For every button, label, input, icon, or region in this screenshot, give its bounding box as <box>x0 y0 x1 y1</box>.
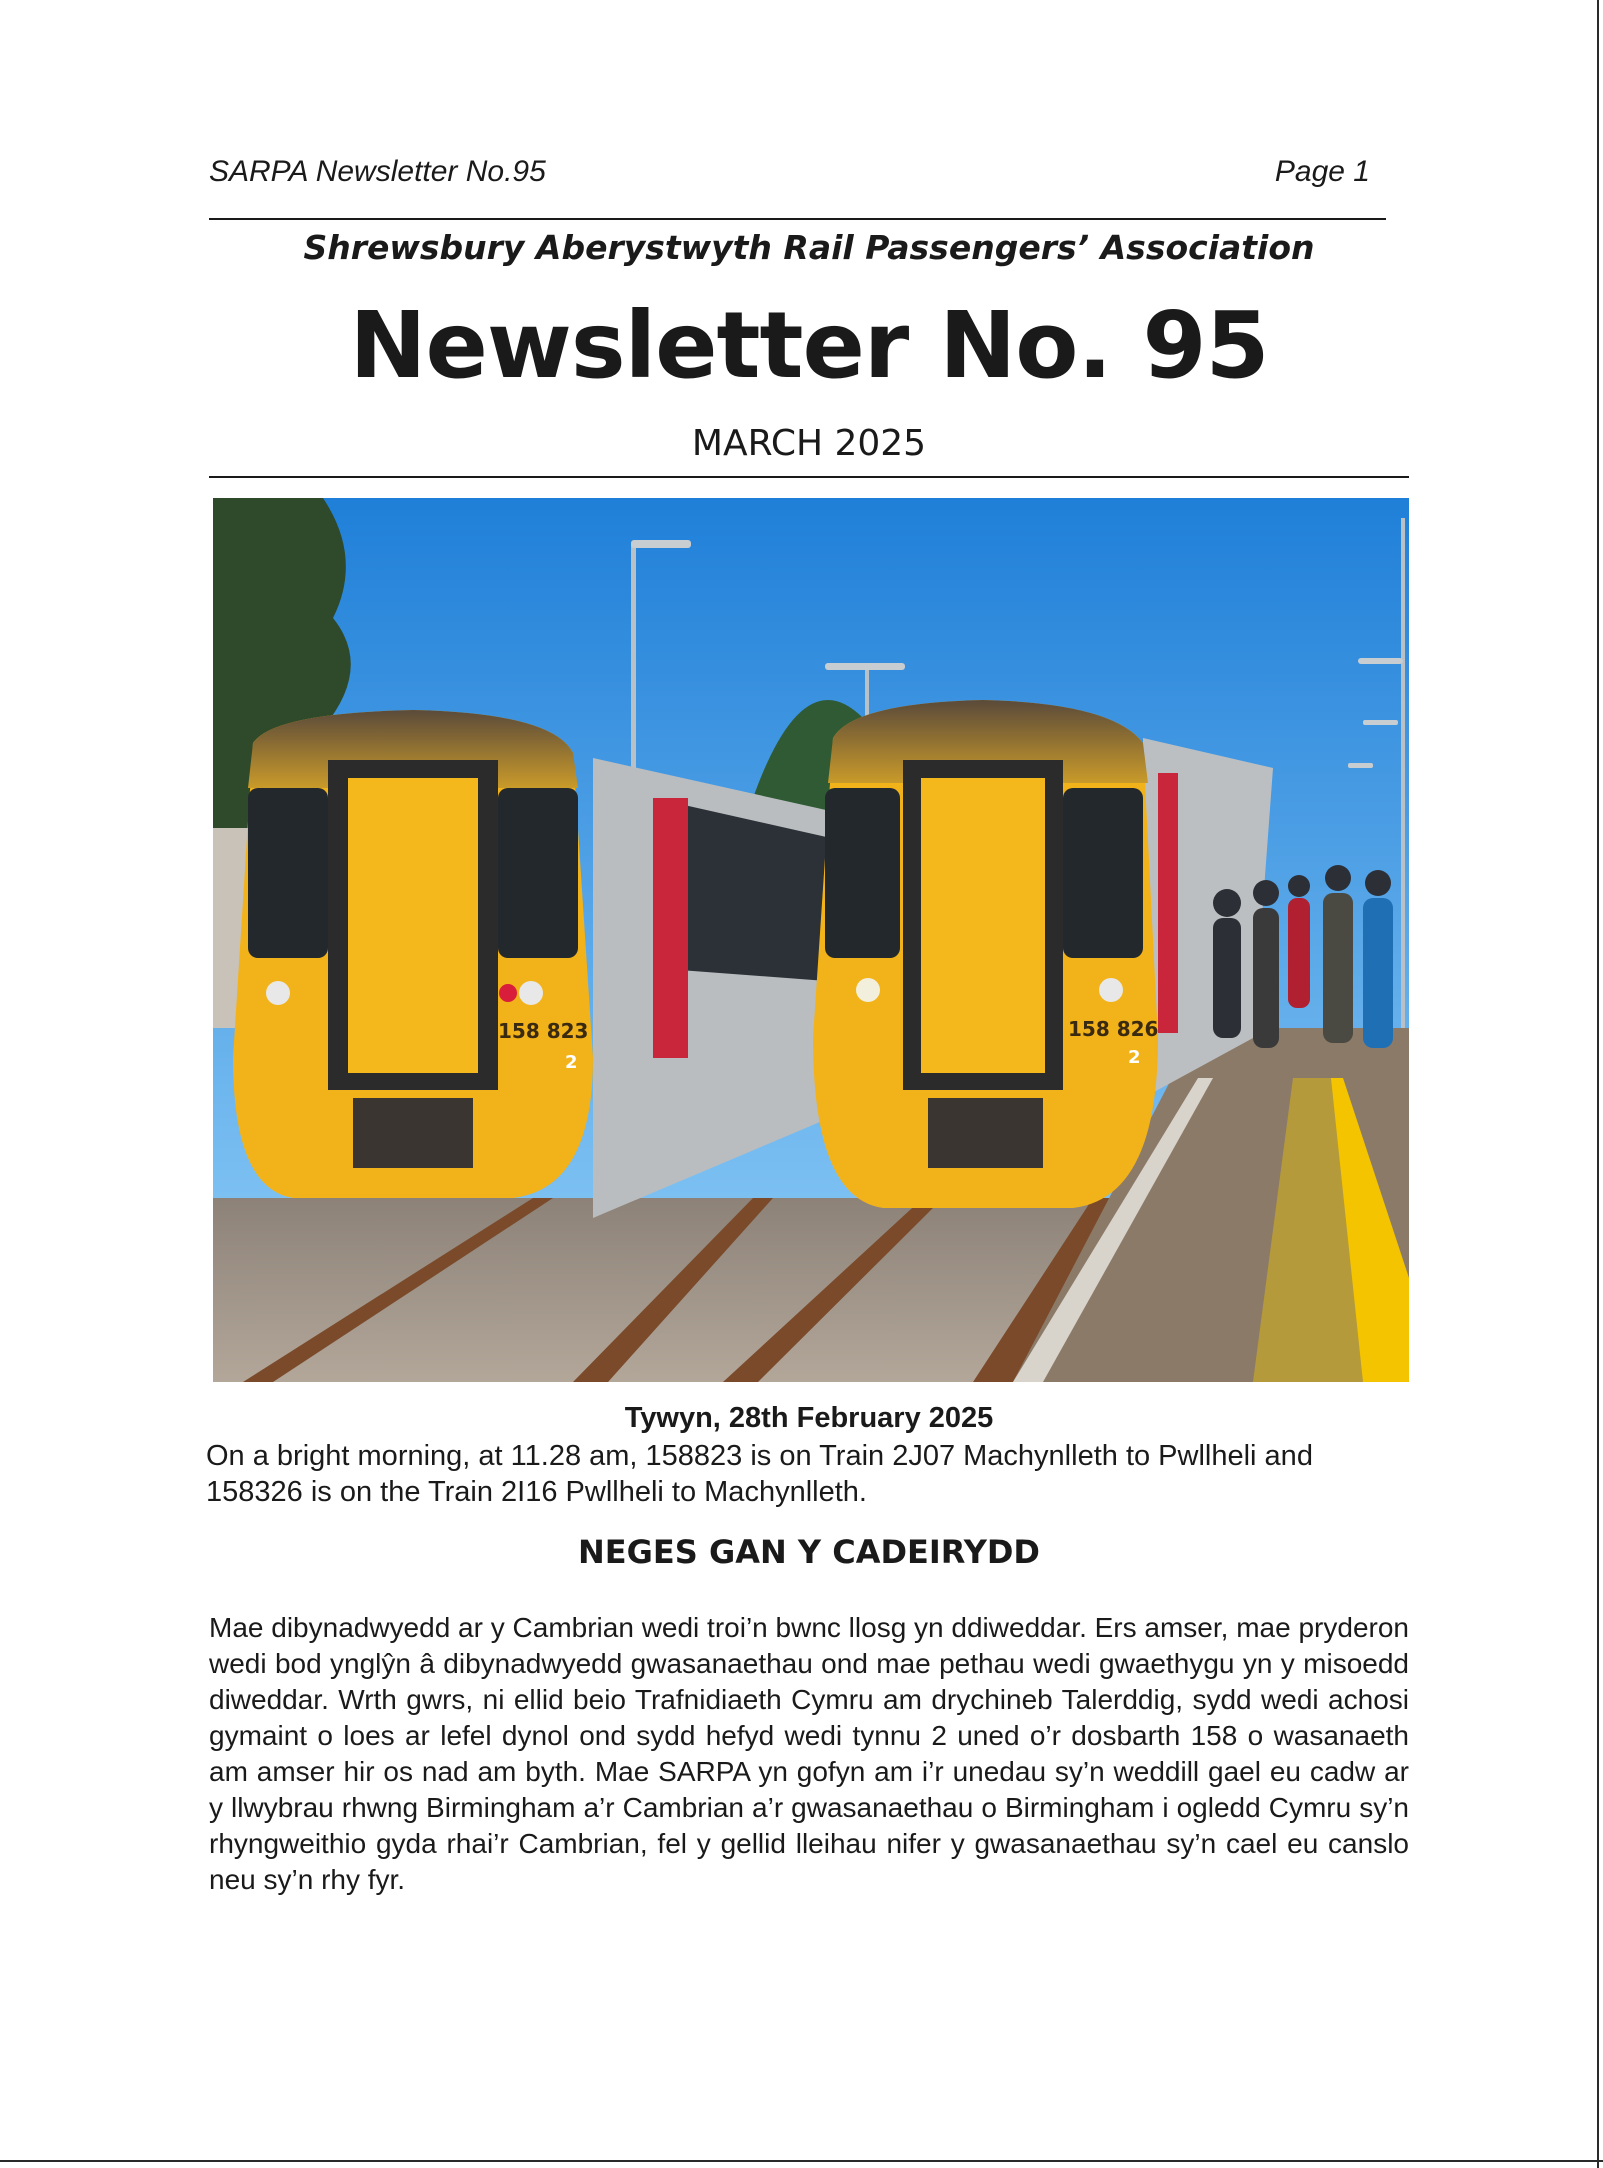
page-edge-bottom <box>0 2160 1603 2162</box>
header-rule <box>209 218 1386 220</box>
left-unit-number: 158 823 <box>498 1019 589 1043</box>
page-edge-right <box>1597 0 1599 2168</box>
section-heading: NEGES GAN Y CADEIRYDD <box>578 1533 1040 1571</box>
running-title: SARPA Newsletter No.95 <box>209 155 546 188</box>
issue-date: MARCH 2025 <box>691 423 927 464</box>
right-car-badge: 2 <box>1128 1047 1141 1068</box>
right-unit-number: 158 826 <box>1068 1017 1159 1041</box>
article-body: Mae dibynadwyedd ar y Cambrian wedi troi’n bwnc llosg yn ddiweddar. Ers amser, mae pryderon wedi bod ynglŷn â dibynadwyedd gwasanaethau ond mae pethau wedi gwaethygu yn y misoedd diweddar. Wrth gwrs, ni ellid beio Trafnidiaeth Cymru am drychineb Talerddig, sydd wedi achosi gymaint o loes ar lefel dynol ond sydd hefyd wedi tynnu 2 uned o’r dosbarth 158 o wasanaeth am amser hir os nad am byth. Mae SARPA yn gofyn am i’r unedau sy’n weddill gael eu cadw ar y llwybrau rhwng Birmingham a’r Cambrian a’r gwasanaethau o Birmingham i ogledd Cymru sy’n rhyngweithio gyda rhai’r Cambrian, fel y gellid lleihau nifer y gwasanaethau sy’n cael eu canslo neu sy’n rhy fyr. <box>209 1612 1409 1895</box>
caption-title: Tywyn, 28th February 2025 <box>624 1402 994 1434</box>
lamp-post <box>1401 518 1405 1058</box>
masthead-rule <box>209 476 1409 478</box>
left-car-badge: 2 <box>565 1052 578 1073</box>
newsletter-title: Newsletter No. 95 <box>349 292 1269 399</box>
organisation-name: Shrewsbury Aberystwyth Rail Passengers’ Association <box>303 228 1315 267</box>
running-header <box>209 155 1370 195</box>
page-number: Page 1 <box>1274 155 1370 188</box>
caption-text: On a bright morning, at 11.28 am, 158823 is on Train 2J07 Machynlleth to Pwllheli and 158326 is on the Train 2I16 Pwllheli to Machynlleth. <box>206 1440 1313 1508</box>
cover-photo <box>213 498 1409 1382</box>
